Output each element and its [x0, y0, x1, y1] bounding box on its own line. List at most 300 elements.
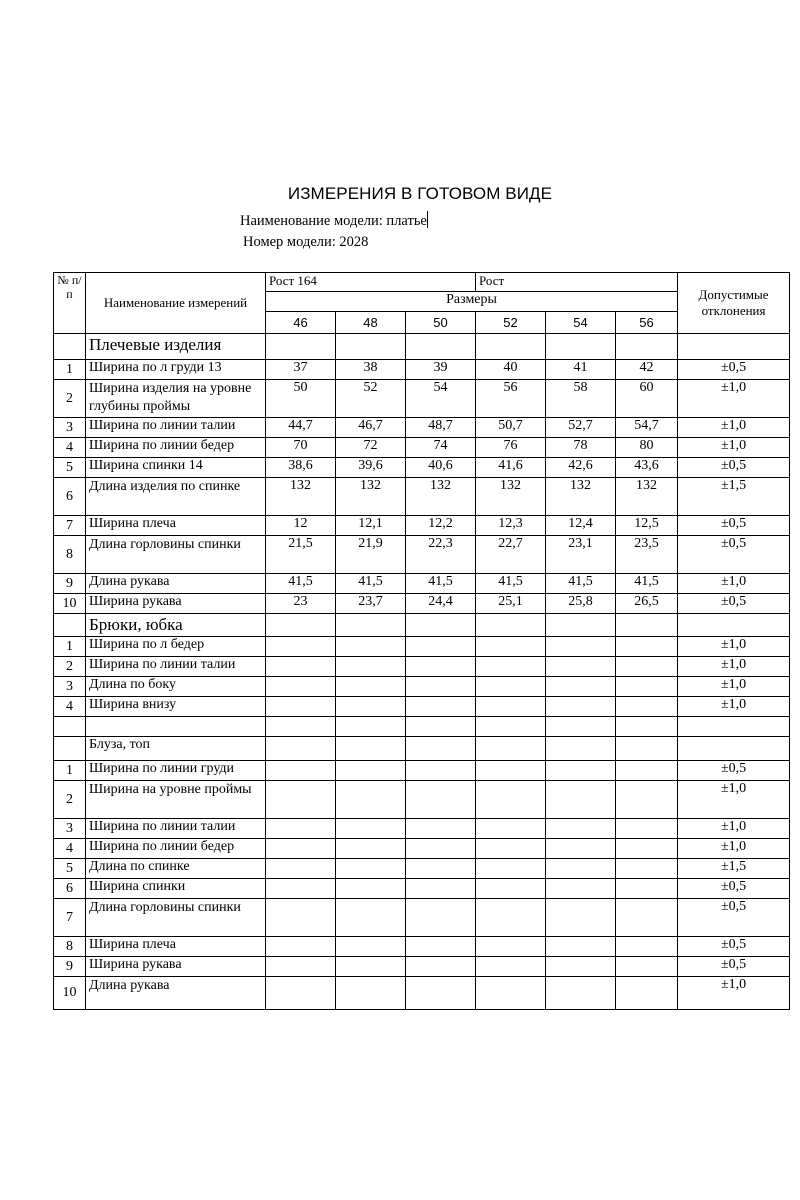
measurement-name: Ширина по линии груди	[86, 761, 266, 781]
measurements-table	[53, 272, 790, 1010]
size-value	[336, 781, 406, 819]
size-value	[476, 761, 546, 781]
size-value	[546, 937, 616, 957]
size-value: 26,5	[616, 594, 678, 614]
section-row	[54, 614, 790, 637]
size-value: 38,6	[266, 458, 336, 478]
size-value: 52,7	[546, 418, 616, 438]
empty-cell	[476, 737, 546, 761]
header-size: 46	[266, 312, 336, 334]
size-value: 70	[266, 438, 336, 458]
size-value	[616, 977, 678, 1010]
empty-cell	[406, 334, 476, 360]
header-deviation: Допустимые отклонения	[678, 273, 790, 334]
row-number: 4	[54, 697, 86, 717]
row-number: 10	[54, 594, 86, 614]
size-value	[546, 859, 616, 879]
size-value: 12	[266, 516, 336, 536]
empty-cell	[678, 737, 790, 761]
size-value	[616, 957, 678, 977]
size-value: 39,6	[336, 458, 406, 478]
size-value	[546, 839, 616, 859]
measurement-name: Ширина по линии бедер	[86, 438, 266, 458]
empty-cell	[86, 717, 266, 737]
size-value	[266, 637, 336, 657]
row-number: 5	[54, 859, 86, 879]
size-value	[266, 859, 336, 879]
size-value	[266, 839, 336, 859]
table-row	[54, 458, 790, 478]
tolerance-value: ±0,5	[678, 536, 790, 574]
table-row	[54, 781, 790, 819]
table-row	[54, 697, 790, 717]
empty-cell	[546, 614, 616, 637]
size-value	[616, 657, 678, 677]
size-value	[476, 859, 546, 879]
measurement-name: Ширина на уровне проймы	[86, 781, 266, 819]
empty-cell	[546, 717, 616, 737]
size-value	[546, 879, 616, 899]
section-row	[54, 737, 790, 761]
row-number: 9	[54, 957, 86, 977]
empty-cell	[616, 737, 678, 761]
size-value	[406, 819, 476, 839]
size-value: 41,5	[616, 574, 678, 594]
size-value: 74	[406, 438, 476, 458]
tolerance-value: ±1,0	[678, 697, 790, 717]
size-value: 12,2	[406, 516, 476, 536]
size-value: 132	[266, 478, 336, 516]
size-value: 43,6	[616, 458, 678, 478]
empty-cell	[546, 737, 616, 761]
measurement-name: Ширина плеча	[86, 937, 266, 957]
size-value	[336, 677, 406, 697]
tolerance-value: ±0,5	[678, 937, 790, 957]
row-number: 3	[54, 677, 86, 697]
tolerance-value: ±0,5	[678, 761, 790, 781]
size-value	[266, 697, 336, 717]
size-value: 12,1	[336, 516, 406, 536]
size-value	[406, 637, 476, 657]
row-number: 5	[54, 458, 86, 478]
size-value	[476, 899, 546, 937]
section-title: Блуза, топ	[86, 737, 266, 761]
tolerance-value: ±1,0	[678, 418, 790, 438]
size-value	[336, 977, 406, 1010]
measurement-name: Ширина рукава	[86, 957, 266, 977]
size-value: 21,5	[266, 536, 336, 574]
size-value	[546, 697, 616, 717]
size-value	[336, 899, 406, 937]
size-value: 54,7	[616, 418, 678, 438]
size-value: 132	[406, 478, 476, 516]
size-value	[476, 839, 546, 859]
empty-cell	[678, 717, 790, 737]
size-value: 41,6	[476, 458, 546, 478]
size-value: 48,7	[406, 418, 476, 438]
measurement-name: Ширина рукава	[86, 594, 266, 614]
size-value	[266, 899, 336, 937]
header-size: 48	[336, 312, 406, 334]
row-number: 8	[54, 536, 86, 574]
empty-cell	[336, 737, 406, 761]
size-value	[616, 781, 678, 819]
size-value: 12,4	[546, 516, 616, 536]
model-number: Номер модели: 2028	[243, 234, 369, 250]
size-value: 42	[616, 360, 678, 380]
size-value: 56	[476, 380, 546, 418]
size-value: 23,7	[336, 594, 406, 614]
tolerance-value: ±1,0	[678, 657, 790, 677]
section-no-cell	[54, 737, 86, 761]
header-height-164: Рост 164	[266, 273, 476, 292]
measurement-name: Ширина спинки	[86, 879, 266, 899]
row-number: 8	[54, 937, 86, 957]
size-value	[476, 697, 546, 717]
tolerance-value: ±1,0	[678, 977, 790, 1010]
tolerance-value: ±0,5	[678, 516, 790, 536]
size-value	[266, 819, 336, 839]
size-value	[266, 677, 336, 697]
measurement-name: Длина горловины спинки	[86, 899, 266, 937]
size-value	[336, 657, 406, 677]
row-number: 3	[54, 819, 86, 839]
table-row	[54, 819, 790, 839]
size-value	[476, 879, 546, 899]
size-value	[616, 879, 678, 899]
size-value	[546, 781, 616, 819]
size-value	[616, 937, 678, 957]
row-number: 2	[54, 781, 86, 819]
size-value	[546, 819, 616, 839]
size-value: 41,5	[406, 574, 476, 594]
tolerance-value: ±1,0	[678, 438, 790, 458]
size-value	[406, 879, 476, 899]
table-row	[54, 418, 790, 438]
size-value: 23,1	[546, 536, 616, 574]
row-number: 3	[54, 418, 86, 438]
size-value	[266, 761, 336, 781]
size-value: 37	[266, 360, 336, 380]
size-value	[406, 839, 476, 859]
section-no-cell	[54, 334, 86, 360]
size-value	[546, 977, 616, 1010]
table-body	[54, 273, 790, 1010]
size-value: 23,5	[616, 536, 678, 574]
size-value	[406, 761, 476, 781]
model-name: Наименование модели: платье	[240, 213, 427, 229]
size-value	[266, 657, 336, 677]
table-row	[54, 899, 790, 937]
tolerance-value: ±1,0	[678, 781, 790, 819]
size-value	[546, 657, 616, 677]
table-row	[54, 879, 790, 899]
size-value: 23	[266, 594, 336, 614]
size-value	[476, 657, 546, 677]
size-value	[616, 839, 678, 859]
measurement-name: Ширина внизу	[86, 697, 266, 717]
empty-cell	[406, 614, 476, 637]
size-value	[336, 839, 406, 859]
empty-cell	[406, 737, 476, 761]
tolerance-value: ±1,5	[678, 859, 790, 879]
size-value	[616, 761, 678, 781]
row-number: 1	[54, 360, 86, 380]
text-cursor	[427, 211, 428, 228]
size-value: 12,3	[476, 516, 546, 536]
size-value	[406, 977, 476, 1010]
size-value	[266, 937, 336, 957]
measurement-name: Длина рукава	[86, 574, 266, 594]
size-value	[476, 637, 546, 657]
empty-cell	[678, 334, 790, 360]
size-value	[266, 977, 336, 1010]
header-no: № п/п	[54, 273, 86, 334]
size-value	[336, 697, 406, 717]
size-value: 21,9	[336, 536, 406, 574]
table-row	[54, 637, 790, 657]
size-value: 40	[476, 360, 546, 380]
tolerance-value: ±1,0	[678, 677, 790, 697]
tolerance-value: ±0,5	[678, 899, 790, 937]
empty-cell	[54, 717, 86, 737]
tolerance-value: ±1,0	[678, 574, 790, 594]
size-value	[476, 937, 546, 957]
size-value: 41,5	[336, 574, 406, 594]
size-value: 40,6	[406, 458, 476, 478]
size-value: 78	[546, 438, 616, 458]
size-value	[476, 677, 546, 697]
size-value: 25,8	[546, 594, 616, 614]
size-value: 58	[546, 380, 616, 418]
size-value	[546, 637, 616, 657]
row-number: 9	[54, 574, 86, 594]
size-value: 39	[406, 360, 476, 380]
tolerance-value: ±0,5	[678, 594, 790, 614]
table-row	[54, 677, 790, 697]
empty-cell	[266, 717, 336, 737]
tolerance-value: ±1,0	[678, 380, 790, 418]
size-value	[476, 977, 546, 1010]
size-value: 72	[336, 438, 406, 458]
row-number: 7	[54, 899, 86, 937]
header-height-2: Рост	[476, 273, 678, 292]
measurement-name: Ширина по л груди 13	[86, 360, 266, 380]
measurement-name: Ширина по л бедер	[86, 637, 266, 657]
blank-row	[54, 717, 790, 737]
size-value: 60	[616, 380, 678, 418]
size-value	[266, 957, 336, 977]
tolerance-value: ±1,5	[678, 478, 790, 516]
tolerance-value: ±0,5	[678, 879, 790, 899]
size-value	[546, 761, 616, 781]
empty-cell	[678, 614, 790, 637]
size-value: 132	[476, 478, 546, 516]
section-title: Брюки, юбка	[86, 614, 266, 637]
size-value: 42,6	[546, 458, 616, 478]
size-value: 24,4	[406, 594, 476, 614]
row-number: 2	[54, 380, 86, 418]
table-row	[54, 516, 790, 536]
table-row	[54, 478, 790, 516]
row-number: 6	[54, 879, 86, 899]
size-value	[336, 879, 406, 899]
size-value: 80	[616, 438, 678, 458]
size-value: 41,5	[266, 574, 336, 594]
row-number: 2	[54, 657, 86, 677]
size-value	[476, 781, 546, 819]
size-value	[336, 637, 406, 657]
size-value	[406, 657, 476, 677]
empty-cell	[336, 717, 406, 737]
size-value: 44,7	[266, 418, 336, 438]
size-value: 12,5	[616, 516, 678, 536]
size-value: 76	[476, 438, 546, 458]
tolerance-value: ±0,5	[678, 957, 790, 977]
table-row	[54, 574, 790, 594]
empty-cell	[616, 614, 678, 637]
size-value	[616, 899, 678, 937]
measurement-name: Ширина спинки 14	[86, 458, 266, 478]
row-number: 4	[54, 438, 86, 458]
size-value	[266, 879, 336, 899]
measurement-name: Ширина изделия на уровне глубины проймы	[86, 380, 266, 418]
empty-cell	[336, 614, 406, 637]
measurement-name: Ширина по линии талии	[86, 418, 266, 438]
measurement-name: Ширина по линии талии	[86, 819, 266, 839]
size-value	[476, 819, 546, 839]
section-row	[54, 334, 790, 360]
header-size: 50	[406, 312, 476, 334]
size-value	[546, 957, 616, 977]
size-value: 132	[616, 478, 678, 516]
size-value: 38	[336, 360, 406, 380]
table-row	[54, 360, 790, 380]
size-value	[616, 697, 678, 717]
header-size: 52	[476, 312, 546, 334]
size-value	[406, 781, 476, 819]
tolerance-value: ±1,0	[678, 637, 790, 657]
header-row-1	[54, 273, 790, 292]
tolerance-value: ±1,0	[678, 839, 790, 859]
size-value: 41,5	[476, 574, 546, 594]
size-value: 41	[546, 360, 616, 380]
size-value: 52	[336, 380, 406, 418]
size-value	[406, 677, 476, 697]
table-row	[54, 957, 790, 977]
measurement-name: Ширина по линии бедер	[86, 839, 266, 859]
empty-cell	[616, 717, 678, 737]
measurement-name: Длина горловины спинки	[86, 536, 266, 574]
empty-cell	[616, 334, 678, 360]
table-row	[54, 761, 790, 781]
header-size: 54	[546, 312, 616, 334]
size-value: 50	[266, 380, 336, 418]
size-value	[406, 859, 476, 879]
tolerance-value: ±0,5	[678, 458, 790, 478]
size-value: 132	[546, 478, 616, 516]
model-name-line	[240, 211, 428, 230]
table-row	[54, 380, 790, 418]
size-value	[616, 637, 678, 657]
size-value	[406, 697, 476, 717]
size-value	[406, 937, 476, 957]
table-row	[54, 977, 790, 1010]
empty-cell	[476, 717, 546, 737]
table-row	[54, 536, 790, 574]
table-row	[54, 859, 790, 879]
empty-cell	[476, 334, 546, 360]
size-value: 54	[406, 380, 476, 418]
size-value	[336, 819, 406, 839]
header-name: Наименование измерений	[86, 273, 266, 334]
tolerance-value: ±0,5	[678, 360, 790, 380]
row-number: 6	[54, 478, 86, 516]
row-number: 4	[54, 839, 86, 859]
empty-cell	[266, 334, 336, 360]
empty-cell	[546, 334, 616, 360]
size-value: 22,3	[406, 536, 476, 574]
size-value	[336, 761, 406, 781]
document-title: ИЗМЕРЕНИЯ В ГОТОВОМ ВИДЕ	[287, 184, 553, 203]
table-row	[54, 937, 790, 957]
row-number: 7	[54, 516, 86, 536]
table-row	[54, 657, 790, 677]
row-number: 1	[54, 761, 86, 781]
size-value	[546, 899, 616, 937]
size-value	[336, 957, 406, 977]
measurement-name: Ширина по линии талии	[86, 657, 266, 677]
empty-cell	[266, 737, 336, 761]
size-value	[266, 781, 336, 819]
row-number: 10	[54, 977, 86, 1010]
section-title: Плечевые изделия	[86, 334, 266, 360]
row-number: 1	[54, 637, 86, 657]
size-value	[616, 819, 678, 839]
measurement-name: Ширина плеча	[86, 516, 266, 536]
header-sizes-label: Размеры	[266, 292, 678, 312]
section-no-cell	[54, 614, 86, 637]
size-value: 132	[336, 478, 406, 516]
table-row	[54, 594, 790, 614]
size-value: 46,7	[336, 418, 406, 438]
header-size: 56	[616, 312, 678, 334]
measurement-name: Длина рукава	[86, 977, 266, 1010]
size-value: 50,7	[476, 418, 546, 438]
size-value	[616, 859, 678, 879]
measurement-name: Длина изделия по спинке	[86, 478, 266, 516]
size-value	[476, 957, 546, 977]
size-value	[406, 957, 476, 977]
size-value: 41,5	[546, 574, 616, 594]
size-value	[336, 937, 406, 957]
size-value	[336, 859, 406, 879]
measurement-name: Длина по боку	[86, 677, 266, 697]
table-row	[54, 438, 790, 458]
measurement-name: Длина по спинке	[86, 859, 266, 879]
table-row	[54, 839, 790, 859]
size-value: 25,1	[476, 594, 546, 614]
size-value	[546, 677, 616, 697]
empty-cell	[476, 614, 546, 637]
tolerance-value: ±1,0	[678, 819, 790, 839]
size-value	[406, 899, 476, 937]
empty-cell	[266, 614, 336, 637]
empty-cell	[336, 334, 406, 360]
empty-cell	[406, 717, 476, 737]
size-value: 22,7	[476, 536, 546, 574]
size-value	[616, 677, 678, 697]
